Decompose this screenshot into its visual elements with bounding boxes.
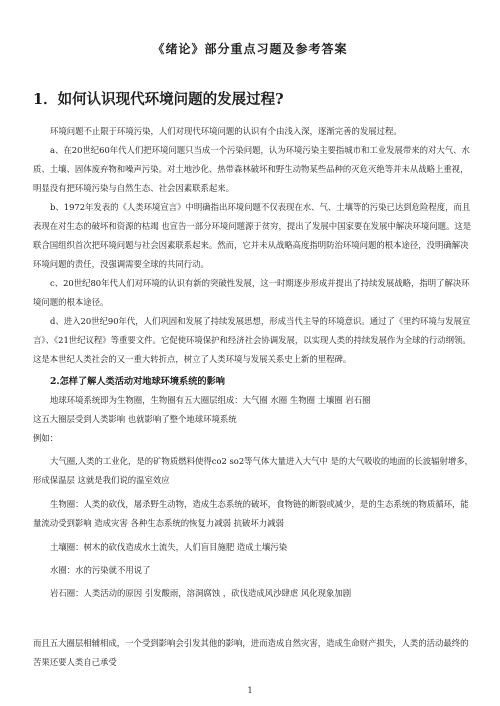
q1-paragraph-b: b、1972年发表的《人类环境宣言》中明确指出环境问题不仅表现在水、气、土壤等的污染已达到危险程度，而且表现在对生态的破坏和资源的枯竭 也宣告一部分环境问题源于贫穷，提出了发展中国家要在发展中解决环境问题。这是联合国组织首次把环境问题与社会因素联系起来。然而，它并未从战略高度指明防治环境问题的根本途径，没明确解决环境问题的责任，没强调需要全球的共同行动。 [33,202,472,269]
q2-line-example: 例如： [33,433,59,443]
q1-paragraph-c: c、20世纪80年代人们对环境的认识有新的突破性发展，这一时期逐步形成并提出了持续发展战略，指明了解决环境问题的根本途径。 [33,278,470,307]
q2-line-influence: 这五大圈层受到人类影响 也就影响了整个地球环境系统 [33,414,237,424]
q2-line-rock: 岩石圈：人类活动的原因 引发酸雨，溶洞腐蚀 ，砍伐造成风沙肆虐 风化现象加剧 [50,588,352,598]
q2-paragraph-biosphere: 生物圈：人类的砍伐，屠杀野生动物，造成生态系统的破坏，食物链的断裂或减少，是的生态系统的物质循环，能量流动受到影响 造成灾害 各种生态系统的恢复力减弱 抗破坏力减弱 [33,499,469,528]
document-title: 《绪论》部分重点习题及参考答案 [152,42,348,56]
question-1-heading: 1．如何认识现代环境问题的发展过程? [33,91,284,108]
q2-line-soil: 土壤圈：树木的砍伐造成水土流失，人们盲目施肥 造成土壤污染 [50,542,288,552]
q2-line-water: 水圈：水的污染就不用说了 [50,565,151,575]
q2-paragraph-atmosphere: 大气圈,人类的工业化，是的矿物质燃料使得co2 so2等气体大量进入大气中 是的大气吸收的地面的长波辐射增多，形成保温层 这就是我们说的温室效应 [33,456,473,485]
q1-paragraph-intro: 环境问题不止限于环境污染，人们对现代环境问题的认识有个由浅入深，逐渐完善的发展过程。 [50,126,402,136]
q2-paragraph-conclusion: 而且五大圈层相辅相成，一个受到影响会引发其他的影响，进而造成自然灾害，造成生命财产损失，人类的活动最终的苦果还要人类自己承受 [33,638,469,667]
q1-paragraph-d: d、进入20世纪90年代，人们巩固和发展了持续发展思想，形成当代主导的环境意识。通过了《里约环境与发展宣言》、《21世纪议程》等重要文件。它促使环境保护和经济社会协调发展，以实现人类的持续发展作为全球的行动纲领。这是本世纪人类社会的又一重大转折点，树立了人类环境与发展关系史上新的里程碑。 [33,316,471,364]
q1-paragraph-a: a、在20世纪60年代人们把环境问题只当成一个污染问题，认为环境污染主要指城市和工业发展带来的对大气、水质、土壤、固体废弃物和噪声污染。对土地沙化、热带森林破坏和野生动物某些品种的灭危灭绝等并未从战略上重视，明显没有把环境污染与自然生态、社会因素联系起来。 [33,145,470,193]
question-2-heading: 2.怎样了解人类活动对地球环境系统的影响 [50,376,225,387]
page-number: 1 [247,686,253,695]
q2-line-spheres: 地球环境系统即为生物圈，生物圈有五大圈层组成：大气圈 水圈 生物圈 土壤圈 岩石圈 [50,395,371,405]
